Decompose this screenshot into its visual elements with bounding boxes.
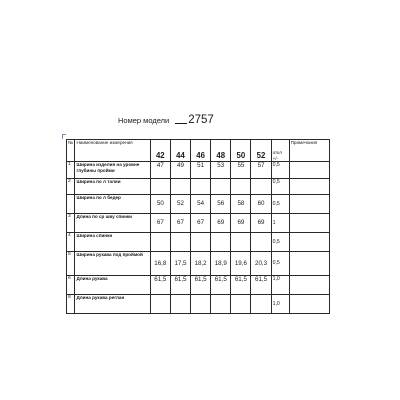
row-value: 18,2 xyxy=(191,252,211,276)
row-value xyxy=(211,233,231,252)
row-measurement-name: Длина по ср шву спинки xyxy=(75,214,150,233)
row-value: 58 xyxy=(231,195,251,214)
row-value: 52 xyxy=(170,195,190,214)
row-value: 16,8 xyxy=(150,252,170,276)
row-value: 54 xyxy=(191,195,211,214)
row-index: 8 xyxy=(67,295,75,314)
row-measurement-name: Ширина изделия на уровне глубины пройми xyxy=(75,162,150,179)
row-index: 3 xyxy=(67,214,75,233)
row-value xyxy=(231,179,251,195)
table-row xyxy=(67,276,330,295)
row-value: 53 xyxy=(211,162,231,179)
table-row xyxy=(67,195,330,214)
row-tolerance: 0,5 xyxy=(271,252,289,276)
row-tolerance: 0,5 xyxy=(271,195,289,214)
row-value: 61,5 xyxy=(170,276,190,295)
row-note xyxy=(289,295,329,314)
row-index: 5 xyxy=(67,252,75,276)
model-label: Номер модели xyxy=(118,115,170,125)
row-measurement-name: Ширина спинки xyxy=(75,233,150,252)
row-tolerance: 0,5 xyxy=(271,179,289,195)
header-size: 52 xyxy=(251,140,271,162)
row-note xyxy=(289,162,329,179)
header-size: 44 xyxy=(170,140,190,162)
row-note xyxy=(289,179,329,195)
row-value: 17,5 xyxy=(170,252,190,276)
row-value: 50 xyxy=(150,195,170,214)
header-size: 50 xyxy=(231,140,251,162)
header-size: 46 xyxy=(191,140,211,162)
table-row xyxy=(67,179,330,195)
table-row xyxy=(67,214,330,233)
row-value: 47 xyxy=(150,162,170,179)
row-value xyxy=(150,179,170,195)
row-tolerance: 1 xyxy=(271,214,289,233)
row-tolerance: 1,0 xyxy=(271,276,289,295)
row-value: 56 xyxy=(211,195,231,214)
row-value xyxy=(211,179,231,195)
row-value: 60 xyxy=(251,195,271,214)
row-value: 67 xyxy=(150,214,170,233)
header-measurement-name: Наименование измерения xyxy=(75,140,150,162)
row-tolerance: 0,5 xyxy=(271,233,289,252)
header-size: 42 xyxy=(150,140,170,162)
row-value xyxy=(170,233,190,252)
row-value xyxy=(150,233,170,252)
row-value: 19,6 xyxy=(231,252,251,276)
measurement-table xyxy=(66,139,330,314)
row-tolerance: 1,0 xyxy=(271,295,289,314)
row-value xyxy=(251,295,271,314)
table-header-row xyxy=(67,140,330,162)
row-value xyxy=(251,179,271,195)
row-value: 61,5 xyxy=(231,276,251,295)
row-measurement-name: Длина рукава xyxy=(75,276,150,295)
row-note xyxy=(289,233,329,252)
row-measurement-name: Ширина по л талии xyxy=(75,179,150,195)
row-index: 1 xyxy=(67,162,75,179)
row-value: 69 xyxy=(231,214,251,233)
row-measurement-name: Ширина по л бедер xyxy=(75,195,150,214)
row-note xyxy=(289,195,329,214)
row-index: 2 xyxy=(67,179,75,195)
row-note xyxy=(289,252,329,276)
row-value: 18,9 xyxy=(211,252,231,276)
table-row xyxy=(67,252,330,276)
model-number-line xyxy=(118,110,214,126)
header-notes: Примечания xyxy=(289,140,329,162)
row-index xyxy=(67,195,75,214)
row-value xyxy=(231,295,251,314)
row-measurement-name: Ширина рукава под проймой xyxy=(75,252,150,276)
row-measurement-name: Длина рукава реглан xyxy=(75,295,150,314)
row-value xyxy=(231,233,251,252)
table-row xyxy=(67,295,330,314)
row-value: 61,5 xyxy=(150,276,170,295)
row-value: 61,5 xyxy=(191,276,211,295)
row-value: 20,3 xyxy=(251,252,271,276)
row-value: 69 xyxy=(211,214,231,233)
row-value xyxy=(191,295,211,314)
row-tolerance: 0,5 xyxy=(271,162,289,179)
row-value xyxy=(170,179,190,195)
row-value: 55 xyxy=(231,162,251,179)
row-value xyxy=(191,233,211,252)
header-tolerance: откл +/- xyxy=(271,140,289,162)
row-value: 67 xyxy=(191,214,211,233)
row-value: 61,5 xyxy=(211,276,231,295)
row-value xyxy=(251,233,271,252)
row-value: 49 xyxy=(170,162,190,179)
row-value: 67 xyxy=(170,214,190,233)
row-note xyxy=(289,276,329,295)
row-value: 51 xyxy=(191,162,211,179)
row-value xyxy=(150,295,170,314)
row-value: 61,5 xyxy=(251,276,271,295)
model-underline xyxy=(175,123,187,124)
row-index: 4 xyxy=(67,233,75,252)
row-value xyxy=(170,295,190,314)
row-value: 57 xyxy=(251,162,271,179)
row-value: 69 xyxy=(251,214,271,233)
row-index: 6 xyxy=(67,276,75,295)
header-no: № xyxy=(67,140,75,162)
table-row xyxy=(67,233,330,252)
row-value xyxy=(191,179,211,195)
model-number: 2757 xyxy=(188,113,214,126)
table-row xyxy=(67,162,330,179)
header-size: 48 xyxy=(211,140,231,162)
row-note xyxy=(289,214,329,233)
row-value xyxy=(211,295,231,314)
